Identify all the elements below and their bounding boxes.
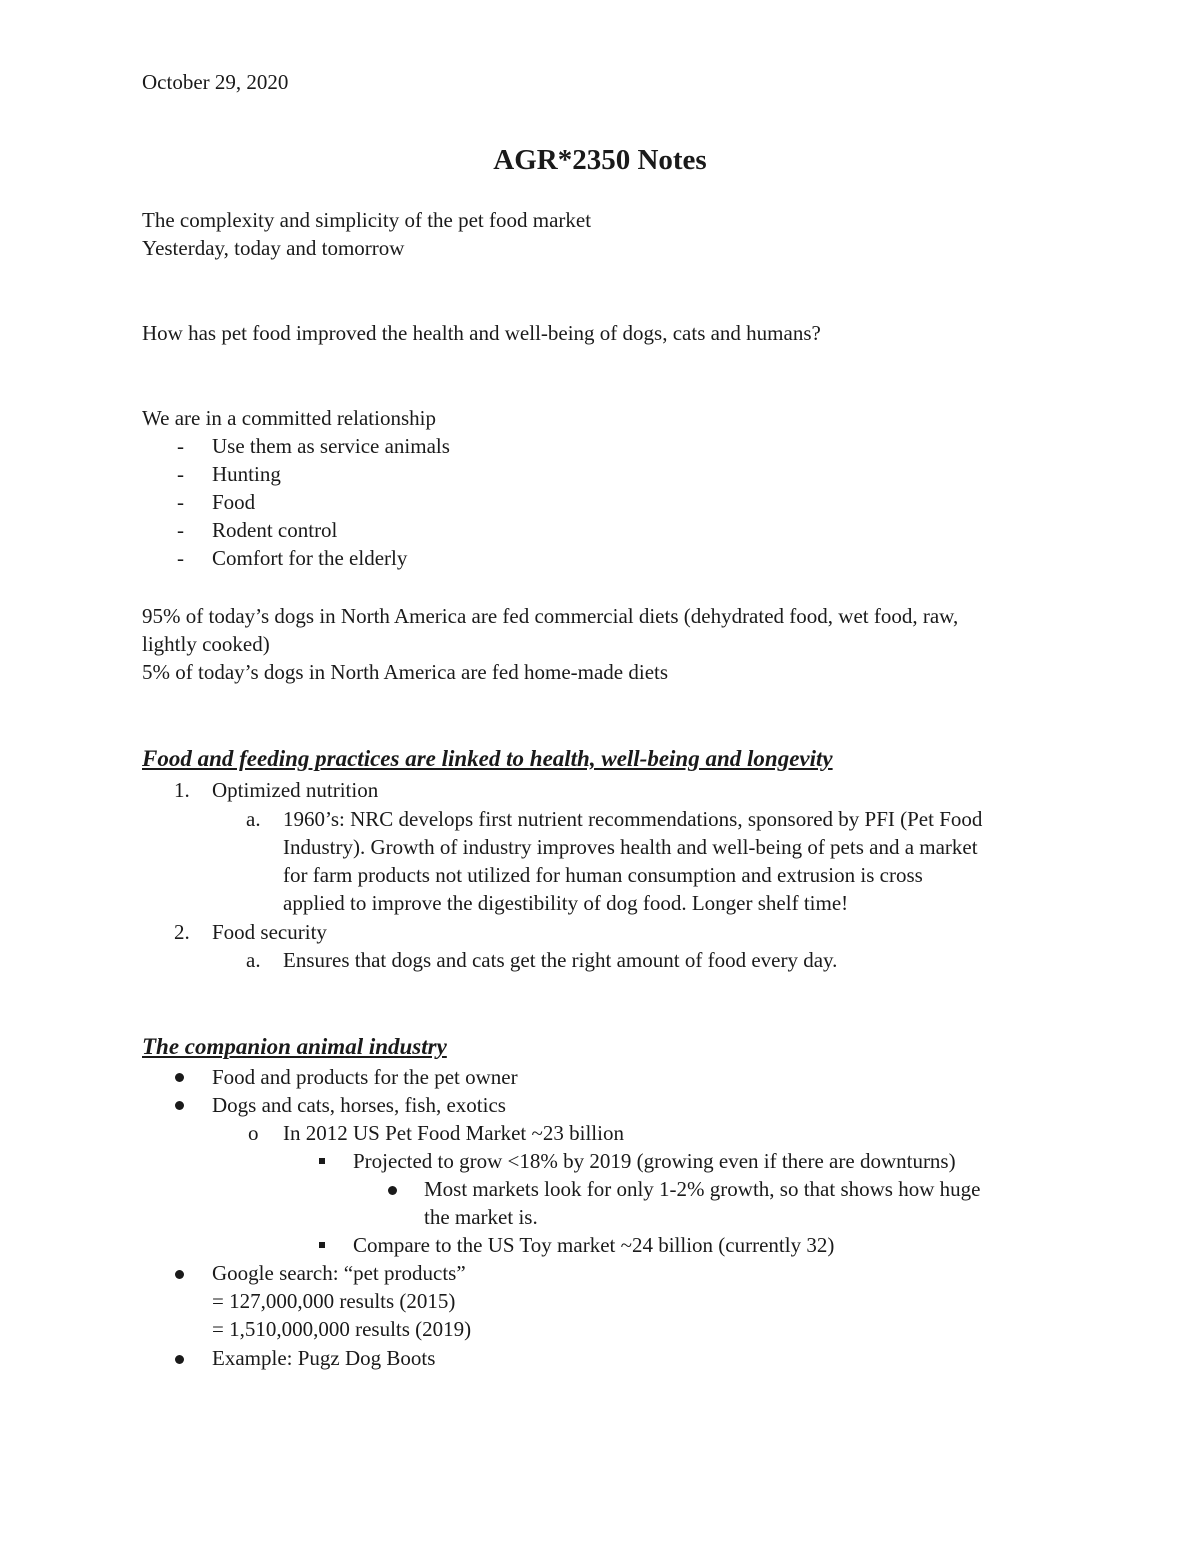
sub-item-line: Ensures that dogs and cats get the right amount of food every day.	[283, 948, 838, 972]
list-item: Food	[212, 490, 256, 514]
list-item: Hunting	[212, 462, 281, 486]
list-number: 2.	[174, 920, 190, 944]
sub-item-line: applied to improve the digestibility of dog food. Longer shelf time!	[283, 891, 849, 915]
section-heading-feeding: Food and feeding practices are linked to health, well-being and longevity	[142, 746, 833, 771]
bullet-icon	[175, 1355, 184, 1364]
dash-marker: -	[177, 518, 184, 542]
list-item-continuation: = 1,510,000,000 results (2019)	[212, 1317, 472, 1341]
circle-bullet-icon: o	[248, 1121, 259, 1145]
list-item: Example: Pugz Dog Boots	[212, 1346, 436, 1370]
stat-line-2: lightly cooked)	[142, 632, 270, 656]
list-number: 1.	[174, 778, 190, 802]
stat-line-1: 95% of today’s dogs in North America are fed commercial diets (dehydrated food, wet food, raw,	[142, 604, 959, 628]
square-bullet-icon	[319, 1158, 325, 1164]
question: How has pet food improved the health and well-being of dogs, cats and humans?	[142, 321, 821, 345]
list-item: Google search: “pet products”	[212, 1261, 466, 1285]
dash-marker: -	[177, 462, 184, 486]
sub-sub-item: Projected to grow <18% by 2019 (growing even if there are downturns)	[353, 1149, 956, 1173]
page-title: AGR*2350 Notes	[493, 144, 707, 176]
list-letter: a.	[246, 948, 261, 972]
date: October 29, 2020	[142, 70, 289, 94]
square-bullet-icon	[319, 1242, 325, 1248]
sub-sub-sub-item-line: the market is.	[424, 1205, 538, 1229]
list-letter: a.	[246, 807, 261, 831]
list-item-continuation: = 127,000,000 results (2015)	[212, 1289, 456, 1313]
list-item: Food security	[212, 920, 327, 944]
bullet-icon	[175, 1270, 184, 1279]
sub-sub-sub-item-line: Most markets look for only 1-2% growth, so that shows how huge	[424, 1177, 981, 1201]
sub-item-line: Industry). Growth of industry improves health and well-being of pets and a market	[283, 835, 978, 859]
list-item: Rodent control	[212, 518, 338, 542]
list-item: Food and products for the pet owner	[212, 1065, 518, 1089]
sub-item-line: 1960’s: NRC develops first nutrient recommendations, sponsored by PFI (Pet Food	[283, 807, 983, 831]
stat-line-3: 5% of today’s dogs in North America are fed home-made diets	[142, 660, 669, 684]
bullet-icon	[175, 1101, 184, 1110]
intro-line-1: The complexity and simplicity of the pet food market	[142, 208, 592, 232]
list-item: Optimized nutrition	[212, 778, 379, 802]
relationship-heading: We are in a committed relationship	[142, 406, 436, 430]
section-heading-industry: The companion animal industry	[142, 1034, 447, 1059]
dash-marker: -	[177, 546, 184, 570]
dash-marker: -	[177, 434, 184, 458]
sub-item-line: for farm products not utilized for human consumption and extrusion is cross	[283, 863, 923, 887]
list-item: Dogs and cats, horses, fish, exotics	[212, 1093, 506, 1117]
dash-marker: -	[177, 490, 184, 514]
bullet-icon	[175, 1073, 184, 1082]
sub-item: In 2012 US Pet Food Market ~23 billion	[283, 1121, 624, 1145]
list-item: Use them as service animals	[212, 434, 450, 458]
list-item: Comfort for the elderly	[212, 546, 408, 570]
sub-sub-item: Compare to the US Toy market ~24 billion (currently 32)	[353, 1233, 835, 1257]
intro-line-2: Yesterday, today and tomorrow	[142, 236, 405, 260]
bullet-icon	[388, 1186, 397, 1195]
